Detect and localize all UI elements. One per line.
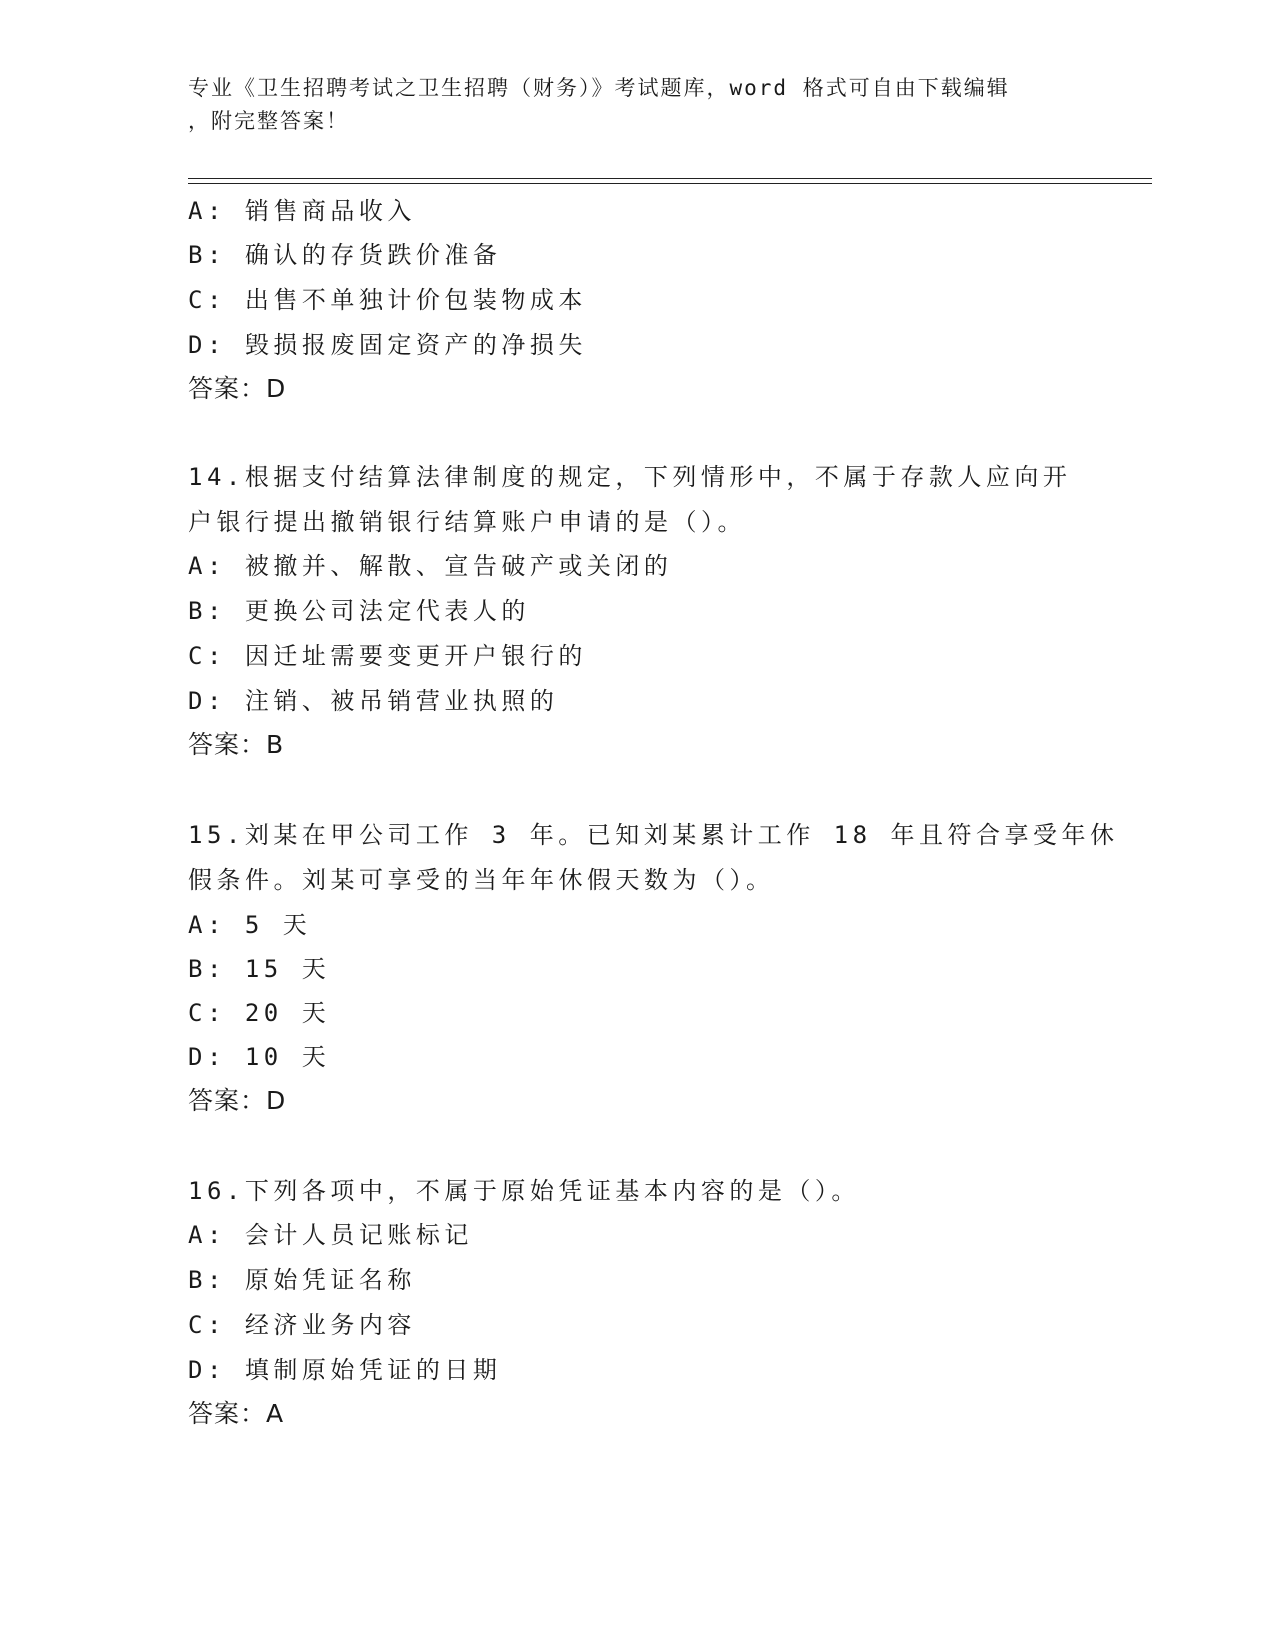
q14-question-line-2: 户银行提出撤销银行结算账户申请的是（）。 [188, 508, 746, 536]
q14-question-line-1: 14.根据支付结算法律制度的规定，下列情形中，不属于存款人应向开 [188, 463, 1072, 491]
q16-option-b: B: 原始凭证名称 [188, 1266, 416, 1294]
q15-option-c: C: 20 天 [188, 999, 331, 1027]
q16-answer: 答案：A [188, 1399, 285, 1428]
header-divider-bottom [188, 183, 1152, 184]
q15-answer: 答案：D [188, 1086, 287, 1115]
q15-option-a: A: 5 天 [188, 911, 312, 939]
q16-option-c: C: 经济业务内容 [188, 1311, 416, 1339]
q15-question-line-1: 15.刘某在甲公司工作 3 年。已知刘某累计工作 18 年且符合享受年休 [188, 821, 1119, 849]
q13-option-c: C: 出售不单独计价包装物成本 [188, 286, 587, 314]
q15-option-d: D: 10 天 [188, 1043, 331, 1071]
q14-option-d: D: 注销、被吊销营业执照的 [188, 687, 559, 715]
q14-option-c: C: 因迁址需要变更开户银行的 [188, 642, 587, 670]
q13-option-d: D: 毁损报废固定资产的净损失 [188, 331, 587, 359]
q13-option-b: B: 确认的存货跌价准备 [188, 241, 502, 269]
q13-option-a: A: 销售商品收入 [188, 197, 416, 225]
q16-question-line-1: 16.下列各项中，不属于原始凭证基本内容的是（）。 [188, 1177, 860, 1205]
q14-answer: 答案：B [188, 730, 285, 759]
q14-option-b: B: 更换公司法定代表人的 [188, 597, 530, 625]
header-divider-top [188, 178, 1152, 179]
header-line-2: ，附完整答案！ [188, 109, 349, 133]
q14-option-a: A: 被撤并、解散、宣告破产或关闭的 [188, 552, 673, 580]
q16-option-a: A: 会计人员记账标记 [188, 1221, 473, 1249]
document-header [188, 72, 1068, 138]
q16-option-d: D: 填制原始凭证的日期 [188, 1356, 502, 1384]
header-line-1: 专业《卫生招聘考试之卫生招聘（财务）》考试题库，word 格式可自由下载编辑 [188, 76, 1010, 100]
q13-answer: 答案：D [188, 374, 287, 403]
q15-option-b: B: 15 天 [188, 955, 331, 983]
q15-question-line-2: 假条件。刘某可享受的当年年休假天数为（）。 [188, 866, 775, 894]
